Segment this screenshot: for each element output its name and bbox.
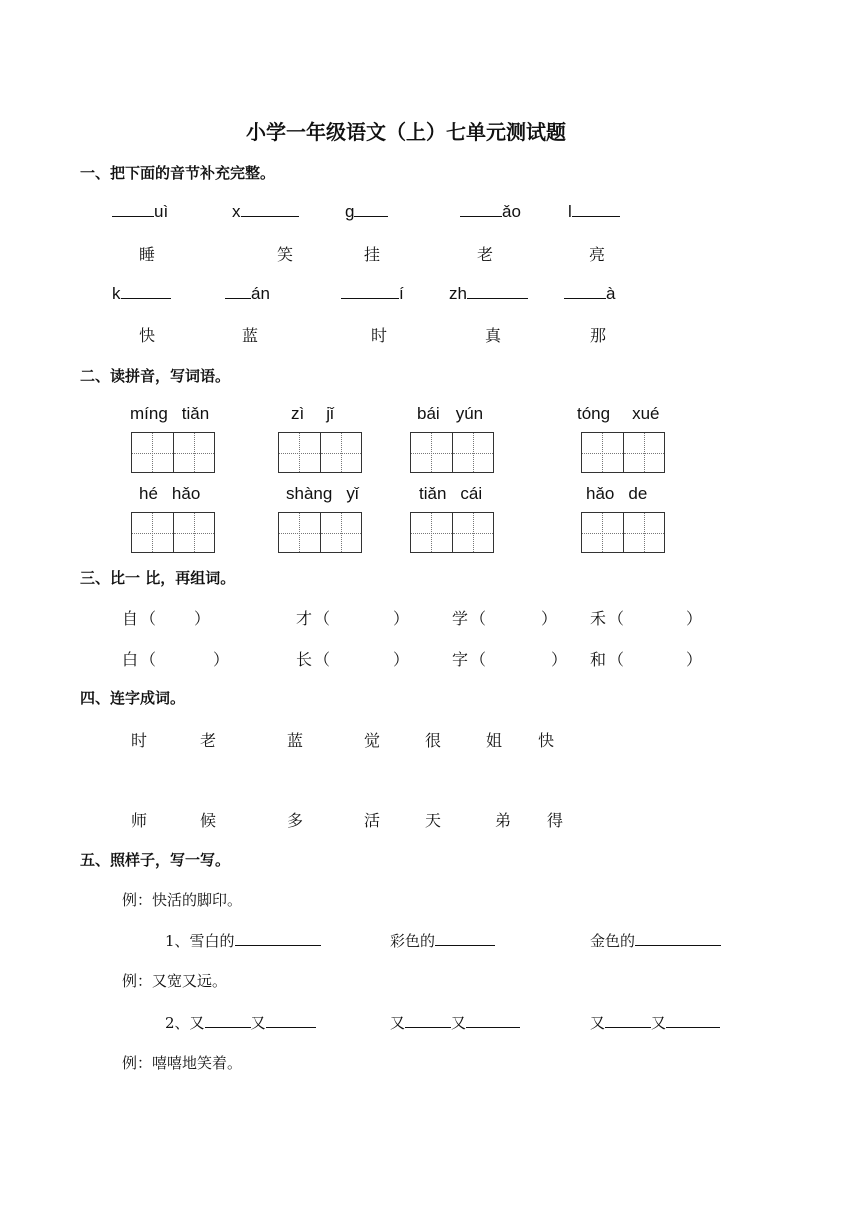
- open-paren: （: [140, 609, 157, 628]
- word-char[interactable]: 候: [200, 811, 217, 830]
- hint-char: 时: [371, 326, 388, 345]
- open-paren: （: [608, 650, 625, 669]
- word-char[interactable]: 姐: [486, 731, 503, 750]
- syllable-blank-1: uì: [112, 201, 168, 222]
- section-1-heading: 一、把下面的音节补充完整。: [80, 164, 276, 182]
- question-1-item: 彩色的: [390, 930, 495, 951]
- pinyin-word: zì jǐ: [291, 404, 334, 423]
- example-1: 例：快活的脚印。: [122, 891, 243, 909]
- answer-blank[interactable]: [266, 1012, 316, 1028]
- word-char[interactable]: 很: [425, 731, 442, 750]
- page-title: 小学一年级语文（上）七单元测试题: [246, 120, 566, 144]
- compare-char: 白: [122, 650, 139, 669]
- writing-grid[interactable]: [581, 432, 665, 473]
- hint-char: 老: [477, 245, 494, 264]
- writing-grid[interactable]: [410, 512, 494, 553]
- close-paren: ）: [551, 650, 568, 669]
- question-1-item: 金色的: [590, 930, 721, 951]
- writing-grid[interactable]: [410, 432, 494, 473]
- word-char[interactable]: 快: [538, 731, 555, 750]
- pinyin-word: tóng xué: [577, 404, 660, 423]
- syllable-blank-3: g: [345, 201, 388, 222]
- syllable-blank-10: à: [564, 283, 615, 304]
- question-1-item: 1、雪白的: [165, 930, 321, 951]
- section-3-heading: 三、比一 比，再组词。: [80, 569, 236, 587]
- compare-char: 才: [296, 609, 313, 628]
- hint-char: 真: [485, 326, 502, 345]
- syllable-blank-2: x: [232, 201, 299, 222]
- section-5-heading: 五、照样子，写一写。: [80, 851, 231, 869]
- syllable-blank-5: l: [568, 201, 620, 222]
- word-char[interactable]: 蓝: [287, 731, 304, 750]
- example-3: 例：嘻嘻地笑着。: [122, 1054, 243, 1072]
- hint-char: 蓝: [242, 326, 259, 345]
- answer-blank[interactable]: [460, 201, 502, 217]
- open-paren: （: [140, 650, 157, 669]
- answer-blank[interactable]: [467, 283, 528, 299]
- example-2: 例：又宽又远。: [122, 972, 228, 990]
- answer-blank[interactable]: [112, 201, 154, 217]
- question-2-item: 又 又: [590, 1012, 720, 1033]
- open-paren: （: [314, 650, 331, 669]
- word-char[interactable]: 老: [200, 731, 217, 750]
- compare-char: 自: [122, 609, 139, 628]
- compare-char: 学: [452, 609, 469, 628]
- pinyin-word: hǎo de: [586, 484, 648, 503]
- section-4-heading: 四、连字成词。: [80, 689, 186, 707]
- hint-char: 挂: [364, 245, 381, 264]
- pinyin-word: míng tiǎn: [130, 404, 210, 423]
- open-paren: （: [470, 609, 487, 628]
- question-2-item: 又 又: [390, 1012, 520, 1033]
- word-char[interactable]: 多: [287, 811, 304, 830]
- word-char[interactable]: 活: [364, 811, 381, 830]
- close-paren: ）: [686, 650, 703, 669]
- word-char[interactable]: 得: [547, 811, 564, 830]
- close-paren: ）: [393, 609, 410, 628]
- syllable-blank-7: án: [225, 283, 270, 304]
- syllable-blank-6: k: [112, 283, 171, 304]
- open-paren: （: [470, 650, 487, 669]
- answer-blank[interactable]: [435, 930, 495, 946]
- close-paren: ）: [213, 650, 230, 669]
- pinyin-word: hé hǎo: [139, 484, 201, 503]
- answer-blank[interactable]: [205, 1012, 251, 1028]
- word-char[interactable]: 时: [131, 731, 148, 750]
- hint-char: 睡: [139, 245, 156, 264]
- open-paren: （: [608, 609, 625, 628]
- syllable-blank-4: ǎo: [460, 201, 521, 222]
- close-paren: ）: [194, 609, 211, 628]
- hint-char: 快: [139, 326, 156, 345]
- pinyin-word: shàng yǐ: [286, 484, 359, 503]
- answer-blank[interactable]: [354, 201, 388, 217]
- writing-grid[interactable]: [131, 512, 215, 553]
- answer-blank[interactable]: [225, 283, 251, 299]
- syllable-blank-9: zh: [449, 283, 528, 304]
- compare-char: 禾: [590, 609, 607, 628]
- answer-blank[interactable]: [235, 930, 321, 946]
- compare-char: 长: [296, 650, 313, 669]
- pinyin-word: tiǎn cái: [419, 484, 483, 503]
- answer-blank[interactable]: [121, 283, 171, 299]
- writing-grid[interactable]: [581, 512, 665, 553]
- word-char[interactable]: 弟: [495, 811, 512, 830]
- open-paren: （: [314, 609, 331, 628]
- answer-blank[interactable]: [666, 1012, 720, 1028]
- close-paren: ）: [393, 650, 410, 669]
- answer-blank[interactable]: [564, 283, 606, 299]
- hint-char: 亮: [589, 245, 606, 264]
- section-2-heading: 二、读拼音，写词语。: [80, 367, 231, 385]
- hint-char: 笑: [277, 245, 294, 264]
- hint-char: 那: [590, 326, 607, 345]
- answer-blank[interactable]: [635, 930, 721, 946]
- compare-char: 字: [452, 650, 469, 669]
- word-char[interactable]: 觉: [364, 731, 381, 750]
- syllable-blank-8: í: [341, 283, 404, 304]
- answer-blank[interactable]: [241, 201, 299, 217]
- answer-blank[interactable]: [341, 283, 399, 299]
- answer-blank[interactable]: [605, 1012, 651, 1028]
- answer-blank[interactable]: [572, 201, 620, 217]
- compare-char: 和: [590, 650, 607, 669]
- word-char[interactable]: 师: [131, 811, 148, 830]
- question-2-item: 2、又 又: [165, 1012, 316, 1033]
- close-paren: ）: [686, 609, 703, 628]
- answer-blank[interactable]: [405, 1012, 451, 1028]
- writing-grid[interactable]: [131, 432, 215, 473]
- writing-grid[interactable]: [278, 512, 362, 553]
- close-paren: ）: [541, 609, 558, 628]
- answer-blank[interactable]: [466, 1012, 520, 1028]
- writing-grid[interactable]: [278, 432, 362, 473]
- word-char[interactable]: 天: [425, 811, 442, 830]
- pinyin-word: bái yún: [417, 404, 484, 423]
